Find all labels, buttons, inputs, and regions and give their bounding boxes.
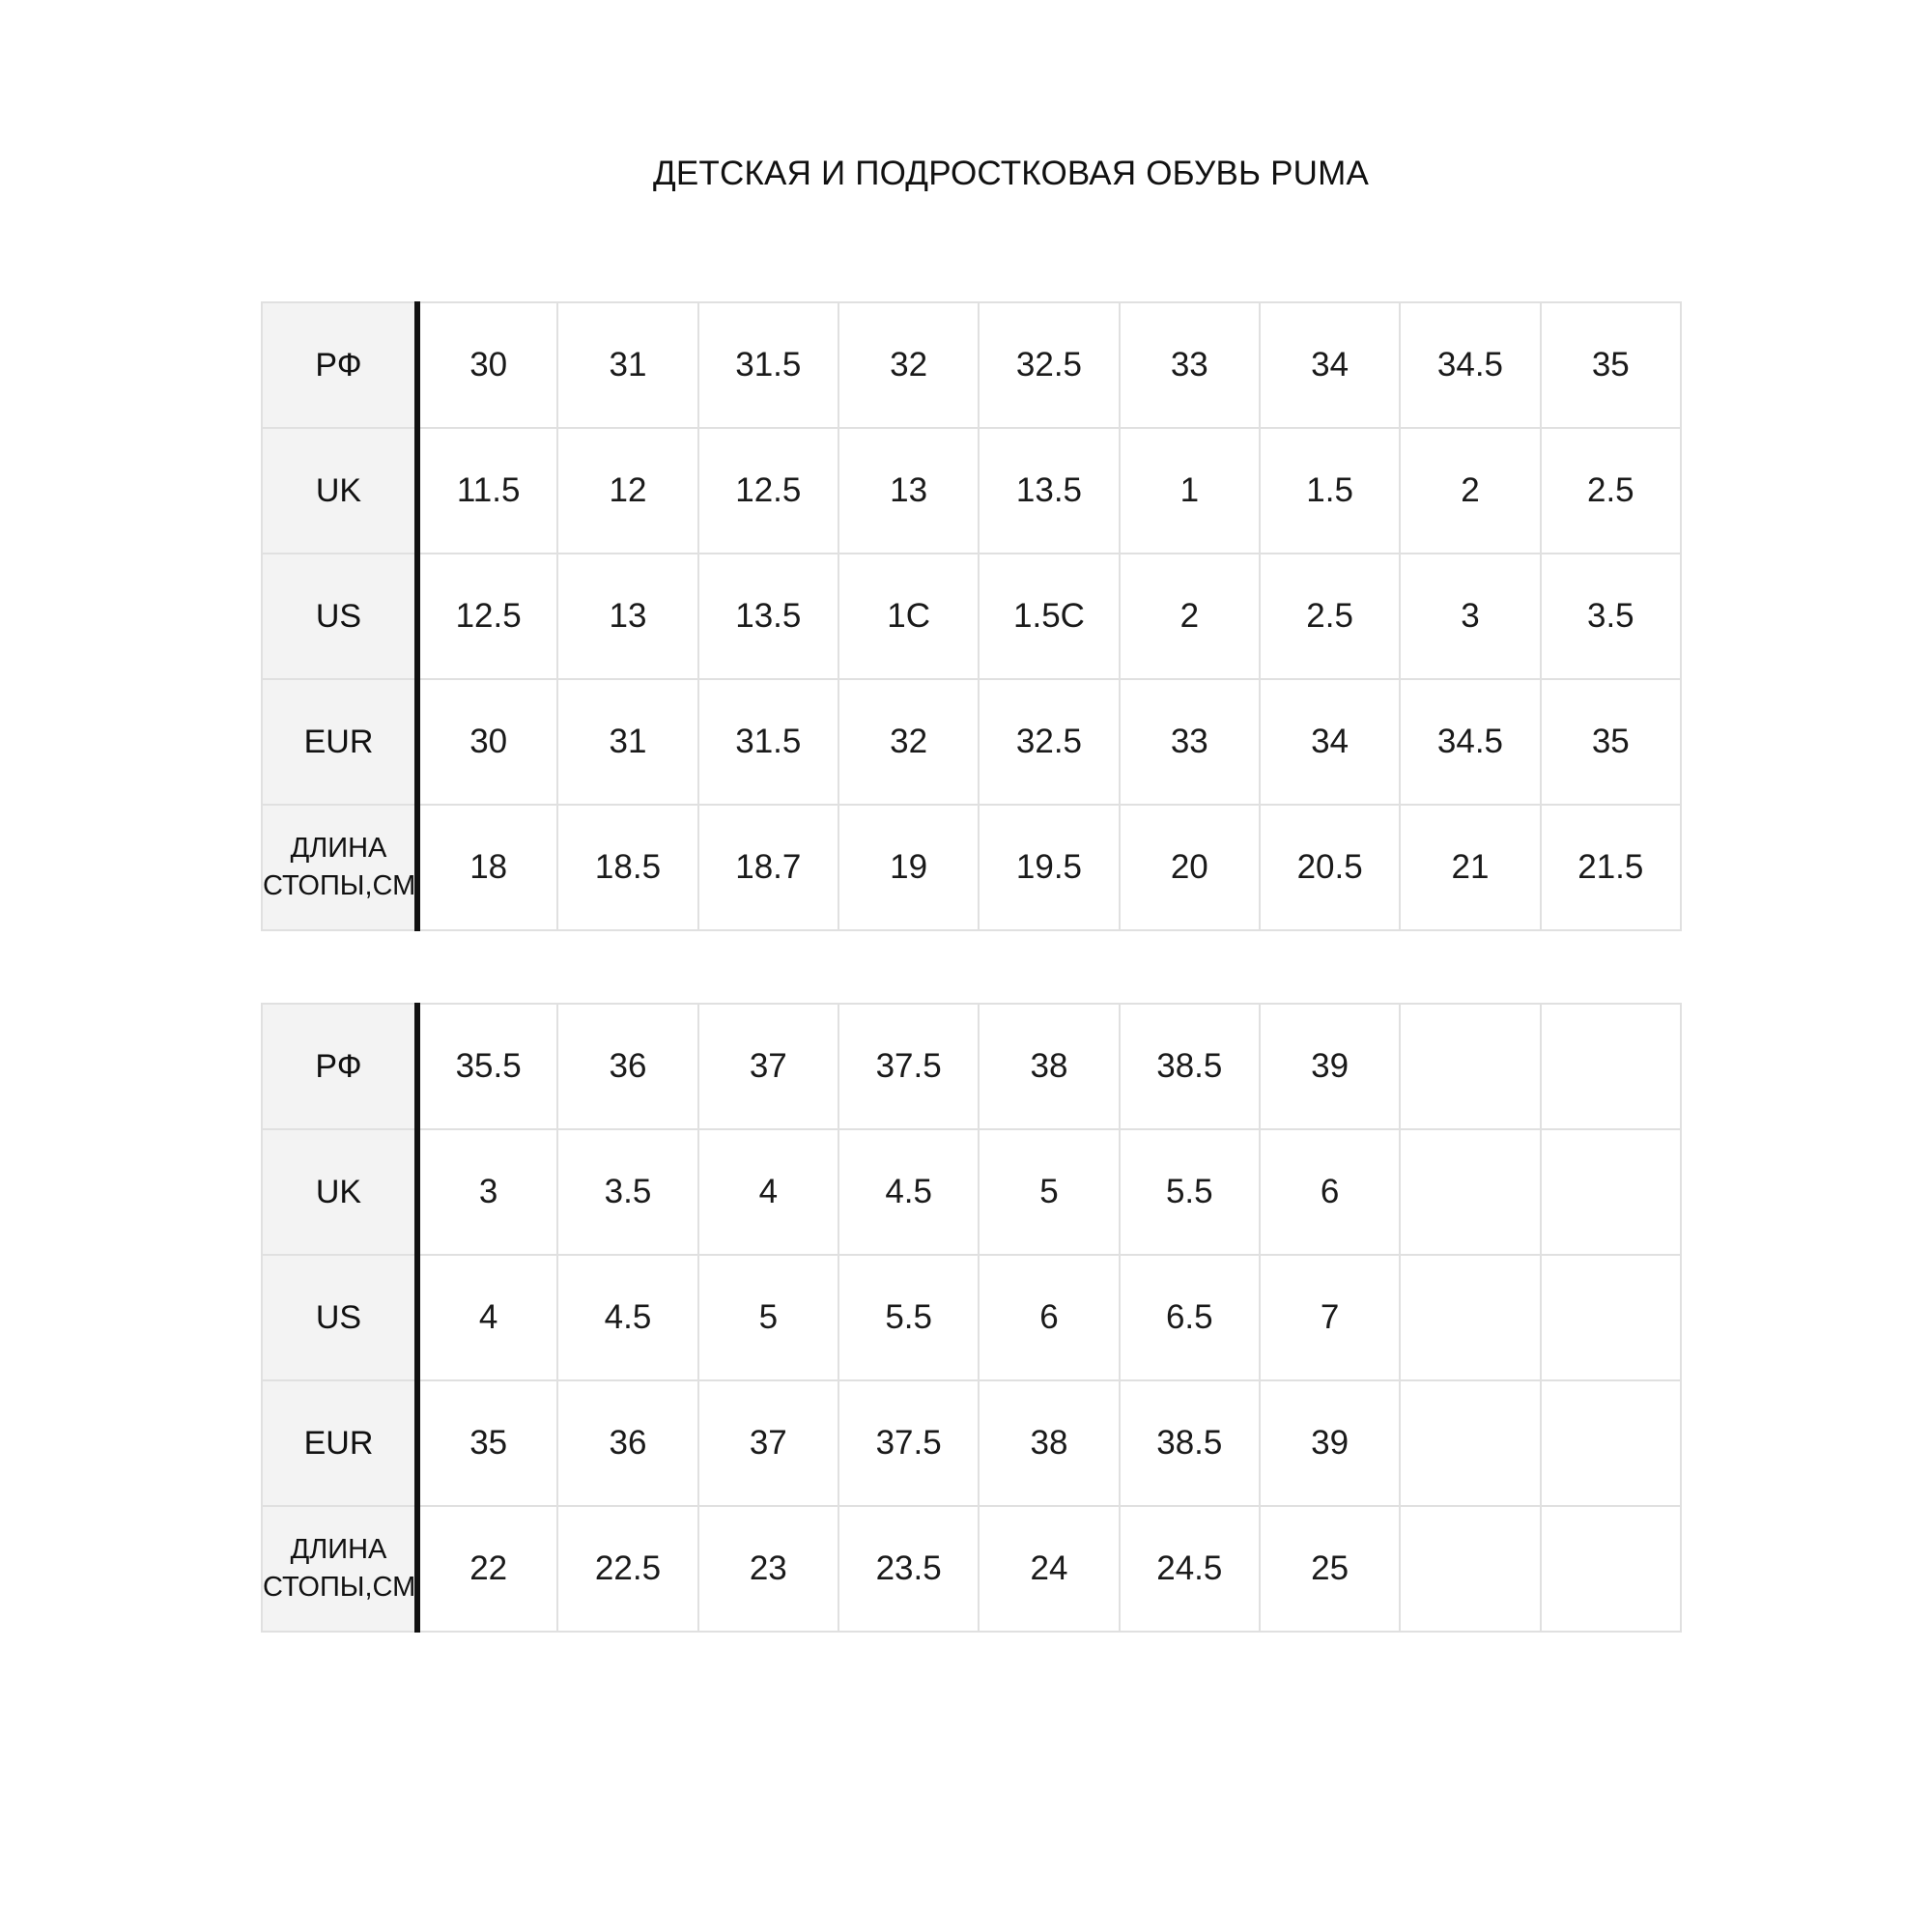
size-cell: 39 [1260, 1004, 1400, 1129]
size-cell: 34.5 [1400, 302, 1540, 428]
size-cell: 38.5 [1120, 1380, 1260, 1506]
size-cell: 3.5 [557, 1129, 697, 1255]
size-cell: 1.5 [1260, 428, 1400, 554]
size-cell: 22 [417, 1506, 557, 1632]
size-cell: 5.5 [838, 1255, 979, 1380]
size-cell [1541, 1255, 1681, 1380]
row-label: ДЛИНА СТОПЫ,СМ [262, 1506, 417, 1632]
row-label: EUR [262, 1380, 417, 1506]
size-cell: 36 [557, 1004, 697, 1129]
size-cell: 7 [1260, 1255, 1400, 1380]
size-cell: 4.5 [838, 1129, 979, 1255]
size-cell [1400, 1004, 1540, 1129]
size-table-2 [261, 1003, 1682, 1633]
size-cell: 34 [1260, 302, 1400, 428]
size-cell: 6 [979, 1255, 1119, 1380]
size-cell: 13 [838, 428, 979, 554]
table-row [262, 1004, 1681, 1129]
size-cell: 31 [557, 679, 697, 805]
size-cell: 2.5 [1541, 428, 1681, 554]
row-label: UK [262, 1129, 417, 1255]
table-row [262, 1380, 1681, 1506]
size-cell: 12.5 [417, 554, 557, 679]
size-cell [1400, 1380, 1540, 1506]
size-cell: 32 [838, 679, 979, 805]
size-cell [1541, 1129, 1681, 1255]
size-cell: 2.5 [1260, 554, 1400, 679]
size-cell: 24.5 [1120, 1506, 1260, 1632]
row-label: US [262, 1255, 417, 1380]
size-cell: 33 [1120, 679, 1260, 805]
size-cell: 30 [417, 679, 557, 805]
size-cell: 4 [698, 1129, 838, 1255]
size-cell: 18.7 [698, 805, 838, 930]
size-cell: 32.5 [979, 679, 1119, 805]
size-cell [1541, 1380, 1681, 1506]
size-cell: 33 [1120, 302, 1260, 428]
size-cell: 18 [417, 805, 557, 930]
size-cell: 31.5 [698, 679, 838, 805]
table-row [262, 428, 1681, 554]
size-cell: 31 [557, 302, 697, 428]
size-cell: 1.5C [979, 554, 1119, 679]
size-cell: 22.5 [557, 1506, 697, 1632]
size-cell [1541, 1506, 1681, 1632]
size-cell: 3 [417, 1129, 557, 1255]
table-row [262, 1506, 1681, 1632]
size-cell: 35.5 [417, 1004, 557, 1129]
size-cell: 2 [1400, 428, 1540, 554]
size-cell: 39 [1260, 1380, 1400, 1506]
size-table-body [262, 302, 1681, 930]
size-cell: 19 [838, 805, 979, 930]
table-row [262, 679, 1681, 805]
size-cell: 31.5 [698, 302, 838, 428]
table-row [262, 302, 1681, 428]
size-cell: 38 [979, 1004, 1119, 1129]
size-cell: 34.5 [1400, 679, 1540, 805]
size-cell: 6.5 [1120, 1255, 1260, 1380]
table-row [262, 805, 1681, 930]
row-label: UK [262, 428, 417, 554]
page-title: ДЕТСКАЯ И ПОДРОСТКОВАЯ ОБУВЬ PUMA [652, 155, 1370, 192]
size-cell: 35 [1541, 679, 1681, 805]
table-row [262, 1129, 1681, 1255]
row-label: US [262, 554, 417, 679]
size-cell: 32 [838, 302, 979, 428]
size-cell: 21.5 [1541, 805, 1681, 930]
size-cell: 37 [698, 1004, 838, 1129]
row-label: ДЛИНА СТОПЫ,СМ [262, 805, 417, 930]
size-cell: 13.5 [979, 428, 1119, 554]
size-cell: 35 [417, 1380, 557, 1506]
size-cell: 38.5 [1120, 1004, 1260, 1129]
row-label: EUR [262, 679, 417, 805]
size-cell: 37.5 [838, 1380, 979, 1506]
row-label: РФ [262, 302, 417, 428]
size-cell: 20 [1120, 805, 1260, 930]
size-cell: 35 [1541, 302, 1681, 428]
size-cell: 11.5 [417, 428, 557, 554]
size-cell: 18.5 [557, 805, 697, 930]
size-cell: 5 [698, 1255, 838, 1380]
size-cell: 3 [1400, 554, 1540, 679]
size-cell: 4 [417, 1255, 557, 1380]
size-cell [1400, 1129, 1540, 1255]
row-label: РФ [262, 1004, 417, 1129]
size-cell: 6 [1260, 1129, 1400, 1255]
size-cell [1400, 1506, 1540, 1632]
size-cell: 3.5 [1541, 554, 1681, 679]
size-cell: 23 [698, 1506, 838, 1632]
size-cell: 36 [557, 1380, 697, 1506]
size-cell: 32.5 [979, 302, 1119, 428]
size-cell: 24 [979, 1506, 1119, 1632]
size-cell: 30 [417, 302, 557, 428]
size-cell: 13.5 [698, 554, 838, 679]
table-row [262, 1255, 1681, 1380]
size-cell: 37 [698, 1380, 838, 1506]
size-cell [1400, 1255, 1540, 1380]
size-cell: 37.5 [838, 1004, 979, 1129]
size-cell [1541, 1004, 1681, 1129]
size-cell: 1 [1120, 428, 1260, 554]
table-row [262, 554, 1681, 679]
size-cell: 2 [1120, 554, 1260, 679]
size-cell: 34 [1260, 679, 1400, 805]
size-table-body [262, 1004, 1681, 1632]
size-cell: 25 [1260, 1506, 1400, 1632]
size-cell: 23.5 [838, 1506, 979, 1632]
size-cell: 38 [979, 1380, 1119, 1506]
size-cell: 5.5 [1120, 1129, 1260, 1255]
size-cell: 20.5 [1260, 805, 1400, 930]
size-cell: 13 [557, 554, 697, 679]
size-cell: 21 [1400, 805, 1540, 930]
size-cell: 12.5 [698, 428, 838, 554]
size-cell: 4.5 [557, 1255, 697, 1380]
size-cell: 19.5 [979, 805, 1119, 930]
size-cell: 12 [557, 428, 697, 554]
size-table-1 [261, 301, 1682, 931]
size-cell: 5 [979, 1129, 1119, 1255]
size-cell: 1C [838, 554, 979, 679]
